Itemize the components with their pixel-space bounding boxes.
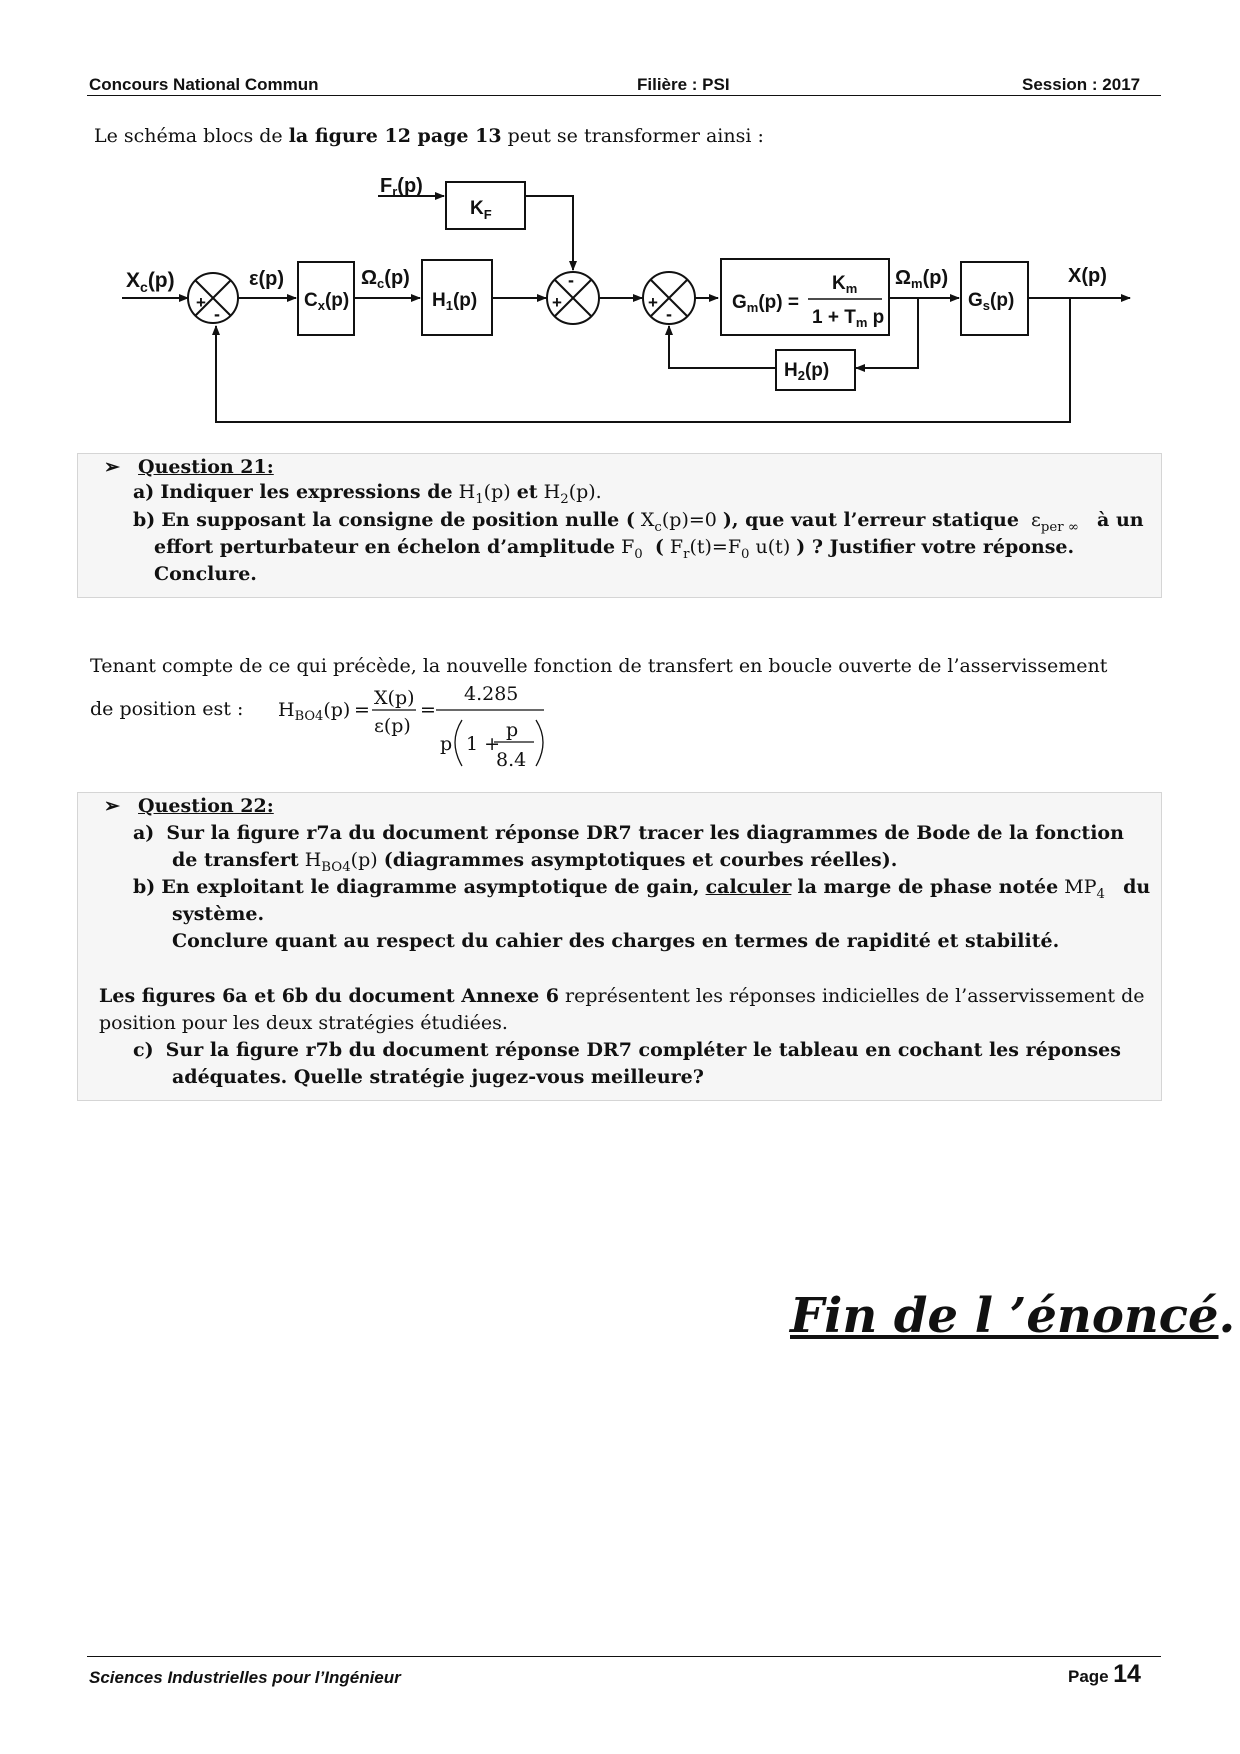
q21-item-a: a) Indiquer les expressions de $H_1(p)$ et $H_2(p)$.: [133, 481, 602, 507]
page-number: 14: [1113, 1660, 1141, 1688]
header-left: Concours National Commun: [89, 75, 319, 94]
label-fr: $F_r(p)$: [380, 175, 423, 199]
formula-h: $H_{BO4}(p)$: [278, 699, 351, 724]
label-h1: $H_1(p)$: [432, 290, 478, 313]
formula-den-p: p: [440, 733, 453, 755]
q22-item-b-line2: système.: [172, 903, 265, 925]
q21-item-b-line3: Conclure.: [154, 563, 257, 585]
label-omega-m: $\Omega_m(p)$: [895, 267, 949, 291]
label-epsilon: ε(p): [249, 268, 285, 290]
intro-before: Le schéma blocs de: [94, 125, 289, 147]
question-22-title: [104, 795, 274, 817]
label-output: X(p): [1068, 265, 1107, 287]
transfer-function-formula: [270, 672, 560, 772]
q22-item-b-line1: b) En exploitant le diagramme asymptotique de gain, calculer la marge de phase notée $MP_4$ du: [133, 876, 1151, 902]
header-center: Filière : PSI: [637, 75, 730, 94]
arrow-bullet-icon: ➢: [104, 795, 120, 817]
sign-plus-2: +: [552, 293, 562, 312]
label-kf: $K_F$: [470, 198, 492, 222]
formula-eq-1: =: [354, 699, 370, 721]
label-omega-c: $\Omega_c(p)$: [361, 267, 410, 291]
tf-intro-line1: Tenant compte de ce qui précède, la nouvelle fonction de transfert en boucle ouverte de l’asservissement: [90, 655, 1108, 677]
end-of-statement: [790, 1288, 1235, 1344]
formula-inner-num: p: [506, 719, 519, 741]
question-21-title: [104, 456, 274, 478]
sign-minus-1: -: [214, 304, 220, 324]
label-h2: $H_2(p)$: [784, 360, 830, 383]
end-dot: .: [1218, 1288, 1236, 1344]
arrow-bullet-icon: ➢: [104, 456, 120, 478]
footer-page: [1068, 1660, 1141, 1689]
end-text: Fin de l ’énoncé: [790, 1288, 1219, 1344]
q21-item-b-line2: effort perturbateur en échelon d’amplitude $F_0$ ( $F_r(t)=F_0$ u(t) ) ? Justifier votre réponse.: [154, 536, 1075, 562]
label-cx: $C_x(p)$: [304, 290, 350, 313]
page-label: Page: [1068, 1667, 1109, 1686]
footer-left: Sciences Industrielles pour l’Ingénieur: [89, 1668, 401, 1687]
footer-rule: [87, 1656, 1161, 1657]
formula-inner-den: 8.4: [496, 749, 527, 771]
q22-title-text: Question 22:: [138, 795, 274, 817]
q22-annex-line2: position pour les deux stratégies étudiées.: [99, 1012, 508, 1034]
label-xc: $X_c(p)$: [126, 269, 175, 295]
formula-one-plus: 1 +: [466, 733, 501, 755]
sign-minus-3: -: [666, 304, 672, 324]
formula-xp: X(p): [374, 687, 415, 709]
q22-item-c-line1: c) Sur la figure r7b du document réponse DR7 compléter le tableau en cochant les réponses: [133, 1039, 1121, 1061]
header-right: Session : 2017: [1022, 75, 1141, 94]
q22-item-c-line2: adéquates. Quelle stratégie jugez-vous meilleure?: [172, 1066, 704, 1088]
label-gm-denominator: $1 + T_m$ p: [812, 307, 885, 330]
q22-item-a-line2: de transfert $H_{BO4}(p)$ (diagrammes asymptotiques et courbes réelles).: [172, 849, 898, 875]
formula-ep: ε(p): [374, 715, 411, 737]
intro-text: [94, 125, 764, 147]
formula-eq-2: =: [420, 699, 436, 721]
header-rule: [87, 95, 1161, 96]
q21-title-text: Question 21:: [138, 456, 274, 478]
q22-item-b-line3: Conclure quant au respect du cahier des charges en termes de rapidité et stabilité.: [172, 930, 1060, 952]
tf-intro-line2: de position est :: [90, 698, 244, 720]
formula-numerator: 4.285: [464, 683, 519, 705]
intro-after: peut se transformer ainsi :: [501, 125, 764, 147]
label-gs: $G_s(p)$: [968, 290, 1015, 313]
q22-item-a-line1: a) Sur la figure r7a du document réponse DR7 tracer les diagrammes de Bode de la fonction: [133, 822, 1124, 844]
sign-plus-3: +: [648, 293, 658, 312]
q22-annex-line1: Les figures 6a et 6b du document Annexe 6 représentent les réponses indicielles de l’asservissement de: [99, 985, 1145, 1007]
q21-item-b-line1: b) En supposant la consigne de position nulle ( $X_c(p)=0$ ), que vaut l’erreur statique $\varepsilon_{per \infty}$ à un: [133, 509, 1144, 535]
block-diagram: [0, 170, 1240, 430]
sign-plus-1: +: [196, 293, 206, 312]
sign-minus-2: -: [568, 270, 574, 290]
intro-figure-ref: la figure 12 page 13: [288, 125, 502, 147]
label-km: $K_m$: [832, 273, 858, 296]
label-gm: $G_m(p)$ =: [732, 292, 799, 315]
